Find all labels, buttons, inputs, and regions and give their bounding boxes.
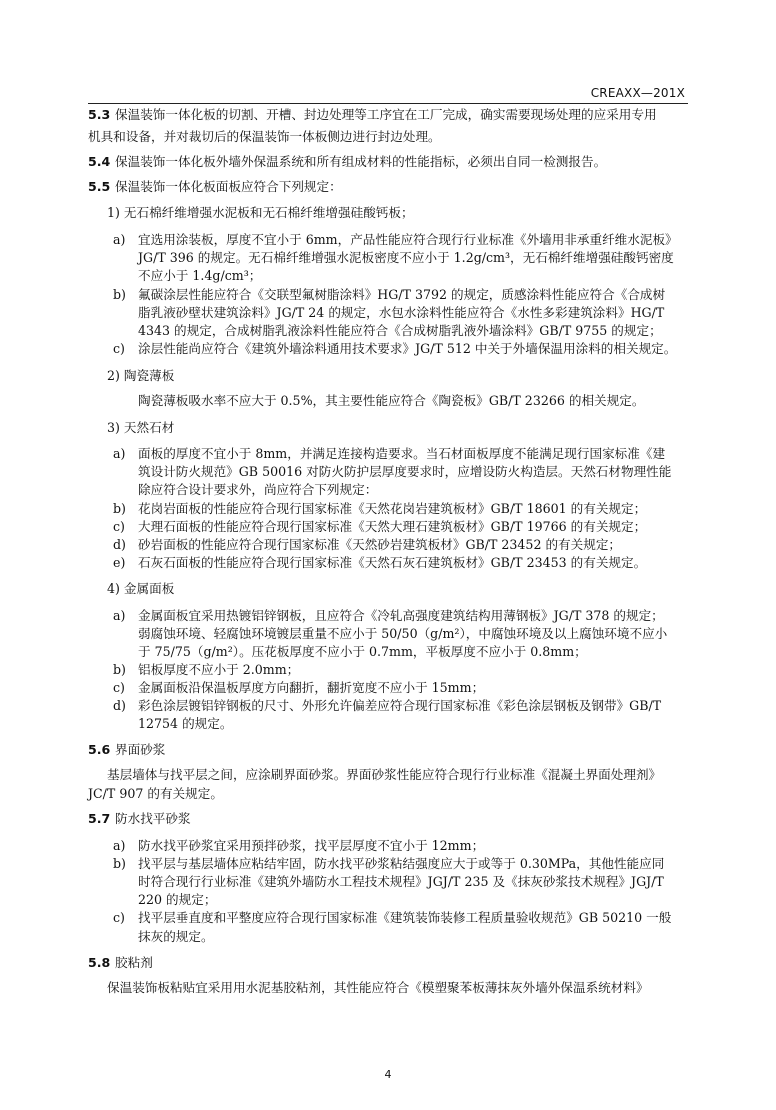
- text-line-p1a2: JG/T 396 的规定。无石棉纤维增强水泥板密度不应小于 1.2g/cm³，无石棉纤维增强硅酸钙密度: [138, 250, 674, 265]
- text-line-p1b3: 4343 的规定，合成树脂乳液涂料性能应符合《合成树脂乳液外墙涂料》GB/T 9755 的规定；: [138, 323, 662, 338]
- text-line-p1b2: 脂乳液砂壁状建筑涂料》JG/T 24 的规定，水包水涂料性能应符合《水性多彩建筑涂料》HG/T: [138, 305, 665, 320]
- text-line-s57b1: 找平层与基层墙体应粘结牢固，防水找平砂浆粘结强度应大于或等于 0.30MPa，其他性能应同: [138, 856, 665, 871]
- section-number-s58n: 5.8: [88, 955, 111, 970]
- text-line-p1c1: 涂层性能尚应符合《建筑外墙涂料通用技术要求》JG/T 512 中关于外墙保温用涂料的相关规定。: [138, 341, 677, 356]
- text-line-p1b_l: b): [113, 287, 126, 302]
- text-line-p2: 2) 陶瓷薄板: [107, 368, 175, 383]
- text-line-p1: 1) 无石棉纤维增强水泥板和无石棉纤维增强硅酸钙板；: [107, 205, 414, 220]
- text-line-p4b1: 铝板厚度不应小于 2.0mm；: [138, 662, 300, 677]
- text-line-s55a: 保温装饰一体化板面板应符合下列规定：: [115, 179, 342, 194]
- text-line-p4a3: 于 75/75（g/m²）。压花板厚度不应小于 0.7mm，平板厚度不应小于 0.8mm；: [138, 644, 587, 659]
- text-line-p1b1: 氟碳涂层性能应符合《交联型氟树脂涂料》HG/T 3792 的规定，质感涂料性能应符合《合成树: [138, 287, 666, 302]
- section-number-s54n: 5.4: [88, 154, 111, 169]
- text-line-p3: 3) 天然石材: [107, 420, 175, 435]
- text-line-p4a1: 金属面板宜采用热镀铝锌钢板，且应符合《冷轧高强度建筑结构用薄钢板》JG/T 378 的规定；: [138, 608, 664, 623]
- text-line-p3b1: 花岗岩面板的性能应符合现行国家标准《天然花岗岩建筑板材》GB/T 18601 的有关规定；: [138, 501, 647, 516]
- text-line-p3a3: 除应符合设计要求外，尚应符合下列规定：: [138, 482, 378, 497]
- text-line-s57a1: 防水找平砂浆宜采用预拌砂浆，找平层厚度不宜小于 12mm；: [138, 838, 485, 853]
- text-line-p3d_l: d): [113, 537, 126, 552]
- page-number: 4: [384, 1068, 392, 1081]
- text-line-p4a_l: a): [113, 608, 126, 623]
- text-line-s57a_l: a): [113, 838, 126, 853]
- text-line-p3a_l: a): [113, 446, 126, 461]
- text-line-s53b: 机具和设备，并对裁切后的保温装饰一体板侧边进行封边处理。: [88, 129, 441, 144]
- section-number-s57n: 5.7: [88, 811, 111, 826]
- section-number-s55n: 5.5: [88, 179, 111, 194]
- text-line-s57c2: 抹灰的规定。: [138, 929, 214, 944]
- text-line-p3a2: 筑设计防火规范》GB 50016 对防火防护层厚度要求时，应增设防火构造层。天然石材物理性能: [138, 464, 672, 479]
- text-line-p4d2: 12754 的规定。: [138, 716, 233, 731]
- text-line-p2a: 陶瓷薄板吸水率不应大于 0.5%，其主要性能应符合《陶瓷板》GB/T 23266 的相关规定。: [138, 393, 645, 408]
- document-code: CREAXX—201X: [590, 86, 685, 100]
- text-line-s57c1: 找平层垂直度和平整度应符合现行国家标准《建筑装饰装修工程质量验收规范》GB 50210 一般: [138, 910, 672, 925]
- text-line-p4d_l: d): [113, 698, 126, 713]
- text-line-p3d1: 砂岩面板的性能应符合现行国家标准《天然砂岩建筑板材》GB/T 23452 的有关规定；: [138, 537, 622, 552]
- text-line-p4: 4) 金属面板: [107, 581, 175, 596]
- text-line-p3a1: 面板的厚度不宜小于 8mm，并满足连接构造要求。当石材面板厚度不能满足现行国家标准《建: [138, 446, 666, 461]
- text-line-p3e1: 石灰石面板的性能应符合现行国家标准《天然石灰石建筑板材》GB/T 23453 的有关规定。: [138, 555, 647, 570]
- text-line-p3b_l: b): [113, 501, 126, 516]
- text-line-s56a: 界面砂浆: [115, 742, 166, 757]
- text-line-p3c1: 大理石面板的性能应符合现行国家标准《天然大理石建筑板材》GB/T 19766 的有关规定；: [138, 519, 647, 534]
- text-line-p3c_l: c): [113, 519, 125, 534]
- text-line-p1a1: 宜选用涂装板，厚度不宜小于 6mm，产品性能应符合现行行业标准《外墙用非承重纤维水泥板》: [138, 232, 678, 247]
- text-line-p4d1: 彩色涂层镀铝锌钢板的尺寸、外形允许偏差应符合现行国家标准《彩色涂层钢板及钢带》GB/T: [138, 698, 662, 713]
- text-line-s57b3: 220 的规定；: [138, 892, 217, 907]
- text-line-s54a: 保温装饰一体化板外墙外保温系统和所有组成材料的性能指标，必须出自同一检测报告。: [115, 154, 607, 169]
- text-line-s57b2: 时符合现行行业标准《建筑外墙防水工程技术规程》JGJ/T 235 及《抹灰砂浆技术规程》JGJ/T: [138, 874, 664, 889]
- text-line-s57c_l: c): [113, 910, 125, 925]
- text-line-p4b_l: b): [113, 662, 126, 677]
- section-number-s53n: 5.3: [88, 107, 111, 122]
- text-line-p4c1: 金属面板沿保温板厚度方向翻折，翻折宽度不应小于 15mm；: [138, 680, 485, 695]
- text-line-s56c: JC/T 907 的有关规定。: [88, 786, 223, 801]
- text-line-p1c_l: c): [113, 341, 125, 356]
- text-line-s57a: 防水找平砂浆: [115, 811, 191, 826]
- text-line-s58a: 胶粘剂: [115, 955, 153, 970]
- text-line-s57b_l: b): [113, 856, 126, 871]
- text-line-p4a2: 弱腐蚀环境、轻腐蚀环境镀层重量不应小于 50/50（g/m²），中腐蚀环境及以上腐蚀环境不应小: [138, 626, 668, 641]
- text-line-p1a3: 不应小于 1.4g/cm³；: [138, 268, 262, 283]
- text-line-s56b: 基层墙体与找平层之间，应涂刷界面砂浆。界面砂浆性能应符合现行行业标准《混凝土界面处理剂》: [107, 767, 662, 782]
- text-line-p4c_l: c): [113, 680, 125, 695]
- text-line-p1a_l: a): [113, 232, 126, 247]
- text-line-s53a: 保温装饰一体化板的切割、开槽、封边处理等工序宜在工厂完成，确实需要现场处理的应采用专用: [115, 107, 657, 122]
- section-number-s56n: 5.6: [88, 742, 111, 757]
- text-line-s58b: 保温装饰板粘贴宜采用用水泥基胶粘剂，其性能应符合《模塑聚苯板薄抹灰外墙外保温系统材料》: [107, 980, 649, 995]
- header-rule: [88, 103, 688, 104]
- text-line-p3e_l: e): [113, 555, 126, 570]
